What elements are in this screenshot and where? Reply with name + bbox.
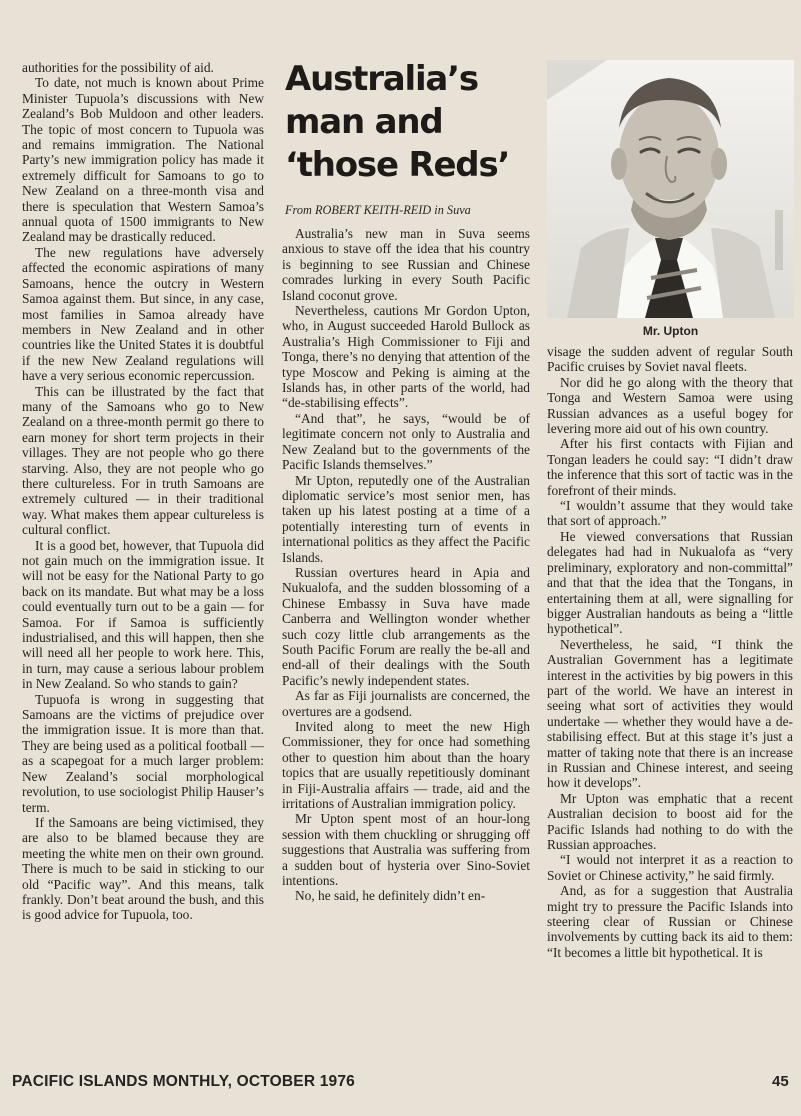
byline-author: ROBERT KEITH-REID xyxy=(314,203,432,217)
paragraph: “I would not interpret it as a reaction to Soviet or Chinese activity,” he said firmly. xyxy=(547,852,793,883)
page-number: 45 xyxy=(772,1073,789,1090)
paragraph: authorities for the possibility of aid. xyxy=(22,60,214,75)
paragraph: visage the sudden advent of regular South Pacific cruises by Soviet naval fleets. xyxy=(547,344,793,375)
paragraph: “I wouldn’t assume that they would take that sort of approach.” xyxy=(547,498,793,529)
portrait-photo xyxy=(547,60,794,318)
headline-line: ‘those Reds’ xyxy=(285,145,510,185)
paragraph: This can be illustrated by the fact that many of the Samoans who go to New Zealand on a three-month permit go there to earn money for short term projects in their villages. They are not people who go there starving. Also, they are not people who go there cultureless. For in truth Samoans are extremely cultured — in their traditional way. What makes them appear cultureless is cultural conflict. xyxy=(22,383,264,538)
paragraph: It is a good bet, however, that Tupuola did not gain much on the immigration issue. It will not be easy for the National Party to go back on its mandate. But what may be a loss could eventually turn out to be a gain — for Samoa. For if Samoa is sufficiently industrialised, and this will happen, then she will need all her people to work here. This, in turn, may cause a serious labour problem in New Zealand. So who stands to gain? xyxy=(22,537,264,692)
paragraph: To date, not much is known about Prime Minister Tupuola’s discussions with New Zealand’s Bob Muldoon and other leaders. The topic of most concern to Tupuola was and remains immigration. The National Party’s new immigration policy has made it extremely difficult for Samoans to go to New Zealand on a three-month visa and there is speculation that Western Samoa’s annual quota of 1500 immigrants to New Zealand may be drastically reduced. xyxy=(22,75,264,245)
article-headline xyxy=(285,58,530,187)
paragraph: He viewed conversations that Russian delegates had had in Nukualofa as “very preliminary, exploratory and non-committal” and that that the idea that the Tongans, in entertaining them at all, were signalling for bigger Australian handouts as being a “little hypothetical”. xyxy=(547,528,793,637)
article-column-left xyxy=(22,60,264,923)
headline-line: man and xyxy=(285,102,443,142)
paragraph: Nevertheless, cautions Mr Gordon Upton, who, in August succeeded Harold Bullock as Australia’s High Commissioner to Fiji and Tonga, there’s no denying that attention of the type Moscow and Peking is aiming at the Islands has, in other parts of the world, had “de-stabilising effects”. xyxy=(282,303,530,411)
portrait-illustration xyxy=(547,60,794,318)
paragraph: Mr Upton spent most of an hour-long session with them chuckling or shrugging off suggestions that Australia was suffering from a sudden bout of hysteria over Sino-Soviet intentions. xyxy=(282,811,530,889)
paragraph: If the Samoans are being victimised, they are also to be blamed because they are meeting the white men on their own ground. There is much to be said in sticking to our old “Pacific way”. And this means, talk frankly. Don’t beat around the bush, and this is good advice for Tupuola, too. xyxy=(22,814,264,923)
paragraph: Australia’s new man in Suva seems anxious to stave off the idea that his country is beginning to see Russian and Chinese comrades lurking in every South Pacific Island coconut grove. xyxy=(282,226,530,303)
byline xyxy=(285,203,530,218)
article-column-right xyxy=(547,344,793,960)
byline-suffix: in Suva xyxy=(431,203,471,217)
photo-caption: Mr. Upton xyxy=(642,324,699,338)
paragraph: As far as Fiji journalists are concerned, the overtures are a godsend. xyxy=(282,688,530,719)
headline-line: Australia’s xyxy=(285,59,478,99)
paragraph: And, as for a suggestion that Australia might try to pressure the Pacific Islands into steering clear of Russian or Chinese involvements by cutting back its aid to them: “It becomes a little bit hypothetical. It is xyxy=(547,883,793,960)
paragraph: Tupuofa is wrong in suggesting that Samoans are the victims of prejudice over the immigration issue. It is more than that. They are being used as a political football — as a scapegoat for a much larger problem: New Zealand’s social morphological revolution, to use sociologist Philip Hauser’s term. xyxy=(22,691,264,815)
paragraph: Invited along to meet the new High Commissioner, they for once had something other to question him about than the hoary topics that are usually repetitiously dominant in Fiji-Australia affairs — trade, aid and the irritations of Australian immigration policy. xyxy=(282,719,530,812)
paragraph: Russian overtures heard in Apia and Nukualofa, and the sudden blossoming of a Chinese Embassy in Suva have made Canberra and Wellington wonder whether such cozy little club arrangements as the South Pacific Forum are really the be-all and end-all of their dealings with the South Pacific’s newly independent states. xyxy=(282,564,530,688)
footer-publication: PACIFIC ISLANDS MONTHLY, OCTOBER 1976 xyxy=(12,1073,356,1090)
byline-prefix: From xyxy=(285,203,315,217)
paragraph: Nor did he go along with the theory that Tonga and Western Samoa were using Russian advances as a useful bogey for levering more aid out of his own country. xyxy=(547,374,793,437)
paragraph: Mr Upton, reputedly one of the Australian diplomatic service’s most senior men, has taken up his latest posting at a time of a potentially interesting turn of events in international politics as they affect the Pacific Islands. xyxy=(282,472,530,565)
paragraph: After his first contacts with Fijian and Tongan leaders he could say: “I didn’t draw the inference that this sort of tactic was in the forefront of their minds. xyxy=(547,436,793,498)
paragraph: “And that”, he says, “would be of legitimate concern not only to Australia and New Zealand but to the governments of the Pacific Islands themselves.” xyxy=(282,410,530,473)
paragraph: No, he said, he definitely didn’t en- xyxy=(295,888,486,904)
paragraph: Nevertheless, he said, “I think the Australian Government has a legitimate interest in the activities by big powers in this part of the world. We have an interest in seeing what sort of activities they would undertake — whether they would have a de-stabilising effect. But at this stage it’s just a matter of taking note that there is an increase in Russian and Chinese interest, and seeing how it develops”. xyxy=(547,636,793,791)
article-column-middle xyxy=(282,226,530,904)
paragraph: Mr Upton was emphatic that a recent Australian decision to boost aid for the Pacific Islands had nothing to do with the Russian approaches. xyxy=(547,790,793,852)
paragraph: The new regulations have adversely affected the economic aspirations of many Samoans, hence the outcry in Western Samoa against them. But since, in any case, most families in Samoa already have members in New Zealand and in other countries like the United States it is doubtful if the new New Zealand regulations will have a very serious economic repercussion. xyxy=(22,244,264,384)
